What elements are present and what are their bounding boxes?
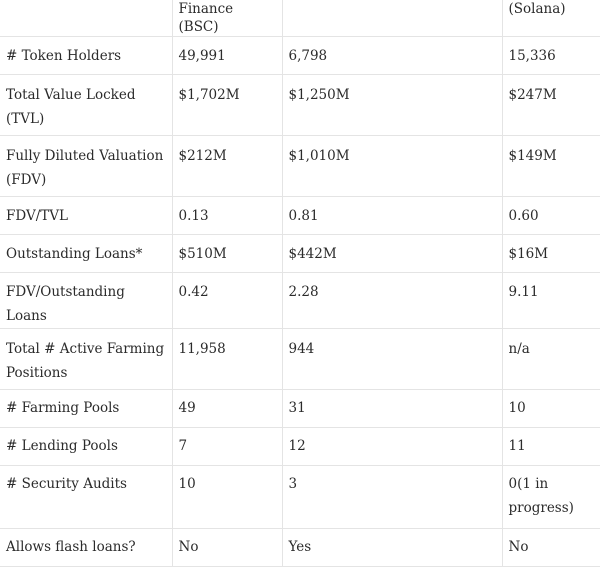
header-cell-col1: Finance (BSC) (172, 0, 282, 37)
row-label: Total # Active Farming Positions (0, 329, 172, 390)
row-value-col2: 12 (282, 428, 502, 466)
row-value-col2: Yes (282, 529, 502, 567)
row-value-col1: 0.13 (172, 197, 282, 235)
table-row (0, 136, 600, 197)
row-label: FDV/Outstanding Loans (0, 273, 172, 329)
row-value-col2: $1,250M (282, 75, 502, 136)
row-value-col1: $212M (172, 136, 282, 197)
row-label: Allows flash loans? (0, 529, 172, 567)
row-value-col2: 6,798 (282, 37, 502, 75)
row-value-col3: 9.11 (502, 273, 600, 329)
row-value-col2: 944 (282, 329, 502, 390)
row-value-col2: $442M (282, 235, 502, 273)
table-row (0, 390, 600, 428)
row-value-col1: $510M (172, 235, 282, 273)
row-value-col1: No (172, 529, 282, 567)
row-value-col3: No (502, 529, 600, 567)
row-value-col1: 49 (172, 390, 282, 428)
table-row (0, 466, 600, 529)
row-value-col3: n/a (502, 329, 600, 390)
row-value-col1: 7 (172, 428, 282, 466)
row-value-col3: $149M (502, 136, 600, 197)
header-cell-col3: (Solana) (502, 0, 600, 37)
table-row (0, 197, 600, 235)
header-cell-col2 (282, 0, 502, 37)
row-value-col3: 11 (502, 428, 600, 466)
row-value-col2: 31 (282, 390, 502, 428)
table-row (0, 235, 600, 273)
row-label: Total Value Locked (TVL) (0, 75, 172, 136)
row-value-col3: $16M (502, 235, 600, 273)
row-value-col3: 0.60 (502, 197, 600, 235)
row-value-col3: 15,336 (502, 37, 600, 75)
row-label: FDV/TVL (0, 197, 172, 235)
row-label: Outstanding Loans* (0, 235, 172, 273)
row-value-col1: 11,958 (172, 329, 282, 390)
row-value-col2: 0.81 (282, 197, 502, 235)
row-label: Fully Diluted Valuation (FDV) (0, 136, 172, 197)
row-value-col2: $1,010M (282, 136, 502, 197)
table-row (0, 529, 600, 567)
table-header-row (0, 0, 600, 37)
row-value-col1: 10 (172, 466, 282, 529)
row-value-col1: 49,991 (172, 37, 282, 75)
row-value-col1: $1,702M (172, 75, 282, 136)
table-row (0, 428, 600, 466)
row-label: # Security Audits (0, 466, 172, 529)
header-cell-label (0, 0, 172, 37)
row-value-col3: $247M (502, 75, 600, 136)
table-row (0, 329, 600, 390)
row-value-col3: 0(1 in progress) (502, 466, 600, 529)
row-label: # Farming Pools (0, 390, 172, 428)
row-value-col1: 0.42 (172, 273, 282, 329)
row-value-col2: 2.28 (282, 273, 502, 329)
row-label: # Token Holders (0, 37, 172, 75)
row-value-col2: 3 (282, 466, 502, 529)
table-row (0, 273, 600, 329)
row-value-col3: 10 (502, 390, 600, 428)
row-label: # Lending Pools (0, 428, 172, 466)
table-row (0, 37, 600, 75)
table-row (0, 75, 600, 136)
